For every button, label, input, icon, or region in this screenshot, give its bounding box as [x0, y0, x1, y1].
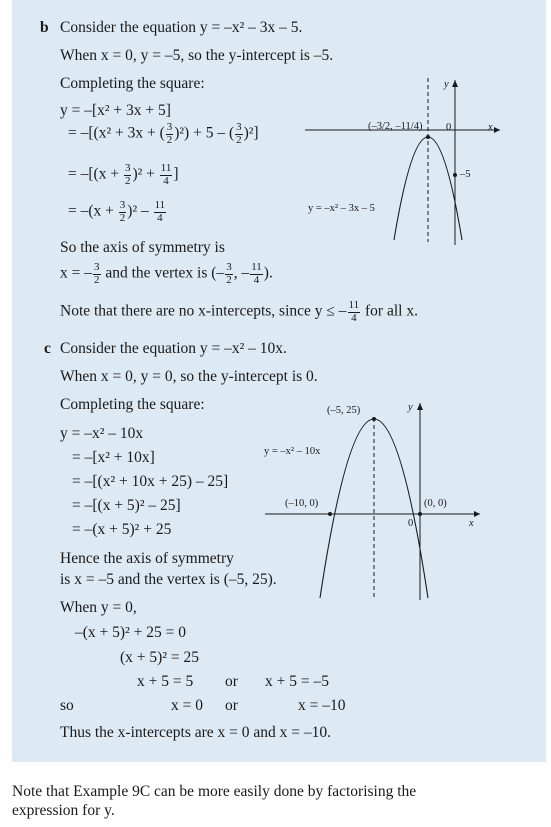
graph-b-intercept-label: –5 — [460, 169, 471, 180]
part-b-axis-line1: So the axis of symmetry is — [60, 239, 225, 256]
part-b-no-intercepts-note: Note that there are no x-intercepts, since y ≤ – $\frac{11}{4}$ for all x. — [60, 299, 418, 324]
graph-c-vertex-point — [372, 417, 376, 421]
graph-b-curve-label: y = –x² – 3x – 5 — [308, 203, 375, 214]
part-c-eq3b: x + 5 = –5 — [265, 673, 329, 690]
part-b-axis-line2: x = – $\frac{3}{2}$ and the vertex is (– $\frac{3}{2}$ , – $\frac{11}{4}$ ). — [60, 261, 273, 286]
graph-c-y-arrow — [417, 403, 423, 410]
part-c-thus: Thus the x-intercepts are x = 0 and x = –10. — [60, 724, 332, 741]
graph-c-right-intercept-point — [418, 512, 422, 516]
part-c-or-1: or — [225, 673, 238, 690]
part-c-intercept: When x = 0, y = 0, so the y-intercept is 0. — [60, 368, 318, 385]
graph-c-vertex-label: (–5, 25) — [327, 405, 361, 416]
graph-b-vertex-label: (–3/2, –11/4) — [368, 121, 423, 132]
part-b-step1: y = –[x² + 3x + 5] — [60, 102, 171, 119]
part-c-or-2: or — [225, 697, 238, 714]
graph-c-left-intercept-point — [328, 512, 332, 516]
part-b-completing: Completing the square: — [60, 75, 205, 92]
part-c-when: When y = 0, — [60, 599, 137, 616]
part-c-hence1: Hence the axis of symmetry — [60, 550, 234, 567]
part-c-so: so — [60, 697, 74, 714]
graph-c-right-intercept-label: (0, 0) — [424, 498, 447, 509]
part-c-eq4b: x = –10 — [298, 697, 346, 714]
part-c-hence2: is x = –5 and the vertex is (–5, 25). — [60, 571, 277, 588]
graph-c-origin-label: 0 — [408, 518, 414, 529]
part-b-step3: = –[(x + $\frac{3}{2}$ )² + $\frac{11}{4}$ ] — [68, 162, 179, 187]
part-c-eq3a: x + 5 = 5 — [137, 673, 194, 690]
part-c-completing: Completing the square: — [60, 396, 205, 413]
part-c-eq4a: x = 0 — [171, 697, 203, 714]
graph-b-y-label: y — [444, 79, 449, 90]
part-c-step2: = –[x² + 10x] — [72, 449, 155, 466]
graph-c-parabola — [320, 419, 428, 598]
graph-b-origin-label: 0 — [446, 122, 452, 133]
footer-note: Note that Example 9C can be more easily done by factorising the expression for y. — [12, 783, 417, 819]
part-b-step4: = –(x + $\frac{3}{2}$ )² – $\frac{11}{4}$ — [68, 199, 166, 224]
part-c-intro: Consider the equation y = –x² – 10x. — [60, 340, 287, 357]
part-c-step1: y = –x² – 10x — [60, 425, 144, 442]
part-c-label: c — [44, 340, 51, 357]
part-c-eq2: (x + 5)² = 25 — [120, 649, 199, 666]
part-c-step4: = –[(x + 5)² – 25] — [72, 497, 181, 514]
part-c-step5: = –(x + 5)² + 25 — [72, 521, 172, 538]
part-b-label: b — [40, 19, 49, 36]
graph-c-left-intercept-label: (–10, 0) — [285, 498, 319, 509]
part-c-eq1: –(x + 5)² + 25 = 0 — [75, 624, 186, 641]
graph-b-x-label: x — [488, 122, 493, 133]
graph-c-curve-label: y = –x² – 10x — [264, 446, 321, 457]
part-b-intercept: When x = 0, y = –5, so the y-intercept is –5. — [60, 47, 334, 64]
graph-c-x-arrow — [474, 511, 480, 517]
graph-c-y-label: y — [408, 402, 413, 413]
part-b-intro: Consider the equation y = –x² – 3x – 5. — [60, 19, 303, 36]
part-b-step2: = –[(x² + 3x + ( $\frac{3}{2}$ )²) + 5 – ( $\frac{3}{2}$ )²] — [68, 121, 259, 146]
graph-c-x-label: x — [469, 518, 474, 529]
part-c-step3: = –[(x² + 10x + 25) – 25] — [72, 473, 229, 490]
